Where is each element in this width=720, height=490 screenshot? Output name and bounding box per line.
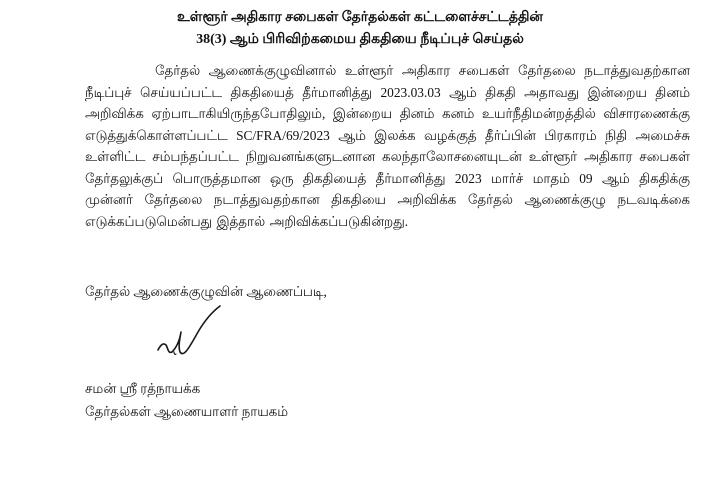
order-line: தேர்தல் ஆணைக்குழுவின் ஆணைப்படி, bbox=[85, 284, 327, 299]
signer-title: தேர்தல்கள் ஆணையாளர் நாயகம் bbox=[85, 404, 289, 419]
signature-icon bbox=[150, 302, 230, 374]
document-title-line-1: உள்ளூர் அதிகார சபைகள் தேர்தல்கள் கட்டளைச்சட்டத்தின் bbox=[177, 10, 543, 25]
body-paragraph: தேர்தல் ஆணைக்குழுவினால் உள்ளூர் அதிகார சபைகள் தேர்தலை நடாத்துவதற்கான நீடிப்புச் செய்யப்பட்ட திகதியைத் தீர்மானித்து 2023.03.03 ஆம் திகதி அதாவது இன்றைய தினம் அறிவிக்க ஏற்பாடாகியிருந்தபோதிலும், இன்றைய தினம் கனம் உயர்நீதிமன்றத்தில் விசாரணைக்கு எடுத்துக்கொள்ளப்பட்ட SC/FRA/69/2023 ஆம் இலக்க வழக்குத் தீர்ப்பின் பிரகாரம் நிதி அமைச்சு உள்ளிட்ட சம்பந்தப்பட்ட நிறுவனங்களுடனான கலந்தாலோசனையுடன் உள்ளூர் அதிகார சபைகள் தேர்தலுக்குப் பொருத்தமான ஒரு திகதியைத் தீர்மானித்து 2023 மார்ச் மாதம் 09 ஆம் திகதிக்கு முன்னர் தேர்தலை நடாத்துவதற்கான திகதியை அறிவிக்க தேர்தல் ஆணைக்குழு நடவடிக்கை எடுக்கப்படுமென்பது இத்தால் அறிவிக்கப்படுகின்றது. bbox=[85, 63, 690, 229]
document-title-line-2: 38(3) ஆம் பிரிவிற்கமைய திகதியை நீடிப்புச் செய்தல் bbox=[196, 32, 524, 47]
signer-name: சமன் ஸ்ரீ ரத்நாயக்க bbox=[85, 381, 201, 396]
